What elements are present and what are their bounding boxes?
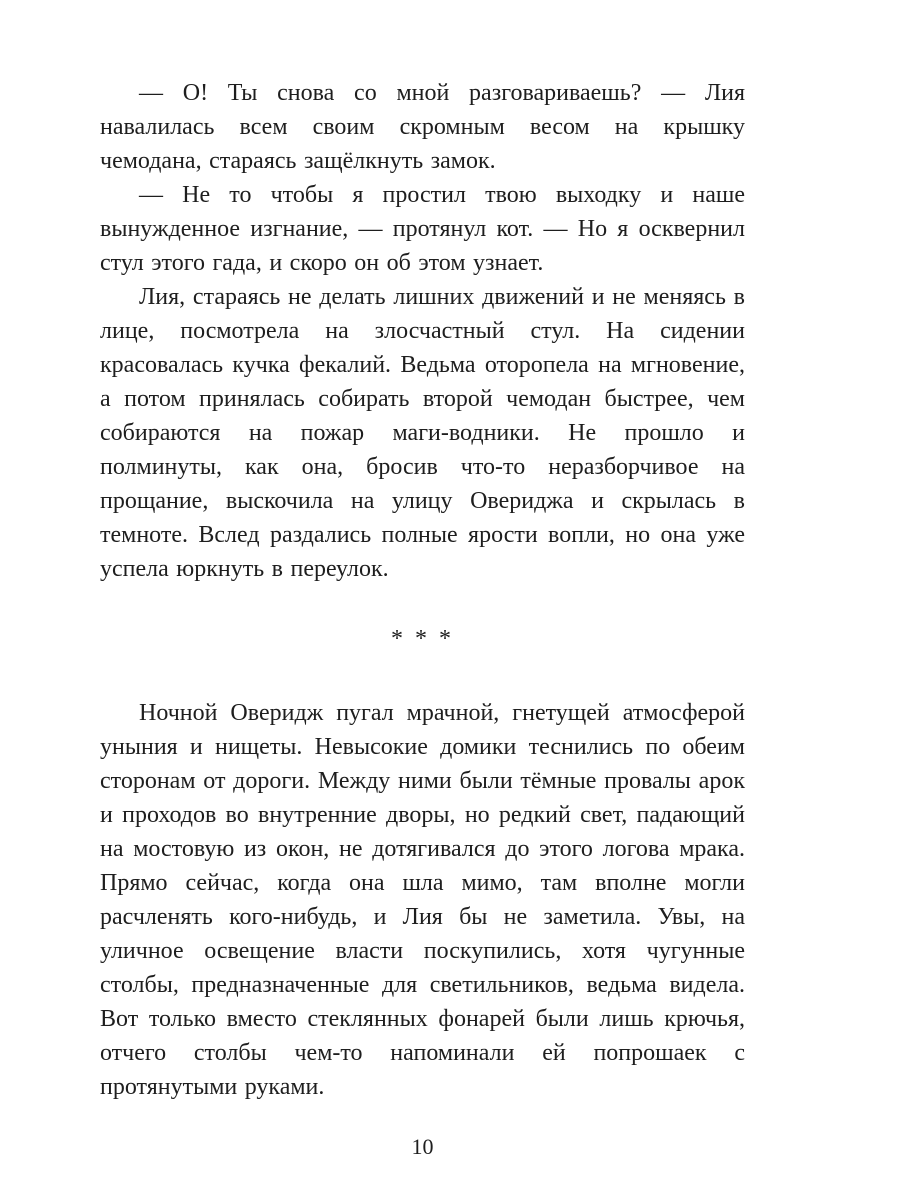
text-block-top <box>100 76 745 586</box>
paragraph-narrative-1: Лия, стараясь не делать лишних движений и не меняясь в лице, посмотрела на злосчастный стул. На сидении красовалась кучка фекалий. Ведьма оторопела на мгновение, а потом принялась собирать второй чемодан быстрее, чем собираются на пожар маги-водники. Не прошло и полминуты, как она, бросив что-то неразборчивое на прощание, выскочила на улицу Овериджа и скрылась в темноте. Вслед раздались полные ярости вопли, но она уже успела юркнуть в переулок. <box>100 284 745 582</box>
paragraph-dialog-2: — Не то чтобы я простил твою выходку и наше вынужденное изгнание, — протянул кот. — Но я осквернил стул этого гада, и скоро он об этом узнает. <box>100 182 745 276</box>
section-separator: * * * <box>391 626 454 652</box>
text-block-bottom <box>100 696 745 1104</box>
page-number: 10 <box>411 1134 434 1159</box>
paragraph-dialog-1: — О! Ты снова со мной разговариваешь? — Лия навалилась всем своим скромным весом на крышку чемодана, стараясь защёлкнуть замок. <box>100 80 745 174</box>
paragraph-narrative-2: Ночной Оверидж пугал мрачной, гнетущей атмосферой уныния и нищеты. Невысокие домики теснились по обеим сторонам от дороги. Между ними были тёмные провалы арок и проходов во внутренние дворы, но редкий свет, падающий на мостовую из окон, не дотягивался до этого логова мрака. Прямо сейчас, когда она шла мимо, там вполне могли расчленять кого-нибудь, и Лия бы не заметила. Увы, на уличное освещение власти поскупились, хотя чугунные столбы, предназначенные для светильников, ведьма видела. Вот только вместо стеклянных фонарей были лишь крючья, отчего столбы чем-то напоминали ей попрошаек с протянутыми руками. <box>100 700 745 1100</box>
